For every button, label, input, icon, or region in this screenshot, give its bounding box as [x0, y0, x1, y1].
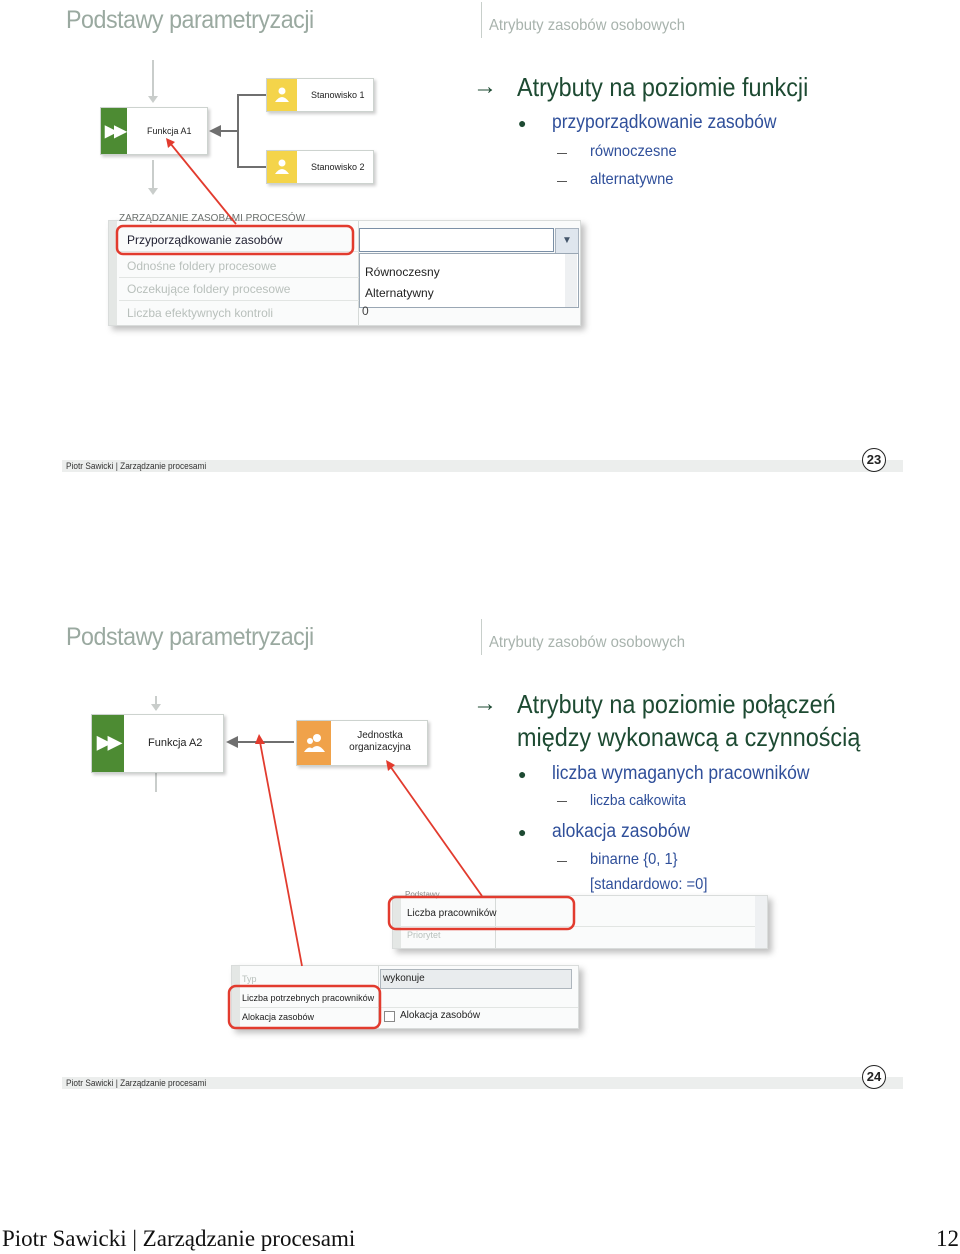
- function-label: Funkcja A1: [147, 126, 192, 136]
- bullet-text: przyporządkowanie zasobów: [552, 112, 777, 133]
- property-row[interactable]: Typ: [242, 974, 257, 984]
- org-unit-label-line: Jednostka: [357, 730, 403, 741]
- fast-forward-icon: ▶▶: [97, 732, 119, 752]
- highlight-box: [389, 897, 574, 929]
- position-label: Stanowisko 2: [311, 162, 365, 172]
- property-row[interactable]: Odnośne foldery procesowe: [119, 255, 363, 278]
- property-row[interactable]: Priorytet: [407, 930, 441, 940]
- bullet-icon: ●: [518, 766, 527, 782]
- property-row[interactable]: Alokacja zasobów: [242, 1012, 315, 1022]
- position-label: Stanowisko 1: [311, 90, 365, 100]
- bullet-text: liczba wymaganych pracowników: [552, 763, 810, 784]
- type-value: wykonuje: [383, 973, 425, 984]
- slide-subtitle: Atrybuty zasobów osobowych: [489, 634, 686, 651]
- property-row[interactable]: Liczba potrzebnych pracowników: [242, 993, 375, 1003]
- sub-item: równoczesne: [590, 143, 677, 160]
- checkbox-label: Alokacja zasobów: [400, 1010, 481, 1021]
- sub-item: liczba całkowita: [590, 792, 686, 809]
- arrow-right-icon: →: [473, 73, 497, 100]
- property-row[interactable]: Liczba efektywnych kontroli: [127, 306, 274, 320]
- slide-footer-text: Piotr Sawicki | Zarządzanie procesami: [66, 461, 207, 471]
- sub-item: binarne {0, 1}: [590, 851, 678, 868]
- slide-title: Podstawy parametryzacji: [66, 6, 314, 34]
- slide-number: 23: [862, 448, 886, 472]
- property-row[interactable]: Liczba pracowników: [407, 908, 497, 919]
- slide-number: 24: [862, 1065, 886, 1089]
- property-row[interactable]: Przyporządkowanie zasobów: [119, 229, 363, 252]
- chevron-down-icon[interactable]: ▼: [555, 228, 579, 254]
- slide-subtitle: Atrybuty zasobów osobowych: [489, 17, 686, 34]
- slide-heading: między wykonawcą a czynnością: [517, 722, 861, 752]
- panel-cut-header: ZARZĄDZANIE ZASOBAMI PROCESÓW: [119, 213, 306, 224]
- property-value: 0: [362, 304, 369, 318]
- org-unit-label-line: organizacyjna: [349, 742, 411, 753]
- sub-item: [standardowo: =0]: [590, 876, 708, 893]
- annotation-layer: [0, 0, 960, 330]
- function-label: Funkcja A2: [148, 737, 203, 749]
- property-row[interactable]: Oczekujące foldery procesowe: [119, 278, 363, 301]
- sub-item: alternatywne: [590, 171, 674, 188]
- bullet-icon: ●: [518, 115, 527, 131]
- fast-forward-icon: ▶▶: [105, 123, 124, 140]
- slide-heading: Atrybuty na poziomie połączeń: [517, 689, 836, 719]
- panel-cut-label: Podstawy: [405, 890, 440, 899]
- slide-heading: Atrybuty na poziomie funkcji: [517, 72, 809, 102]
- combo-option[interactable]: Alternatywny: [365, 286, 434, 300]
- page-footer-left: Piotr Sawicki | Zarządzanie procesami: [2, 1226, 356, 1251]
- slide-footer-text: Piotr Sawicki | Zarządzanie procesami: [66, 1078, 207, 1088]
- bullet-text: alokacja zasobów: [552, 821, 690, 842]
- highlight-box: [229, 986, 380, 1028]
- header-divider: [481, 619, 482, 655]
- highlight-box: [117, 226, 353, 254]
- arrow-right-icon: →: [473, 690, 497, 717]
- slide-title: Podstawy parametryzacji: [66, 623, 314, 651]
- combo-option[interactable]: Równoczesny: [365, 265, 440, 279]
- page-number: 12: [936, 1226, 959, 1251]
- annotation-layer: [0, 680, 960, 1040]
- bullet-icon: ●: [518, 824, 527, 840]
